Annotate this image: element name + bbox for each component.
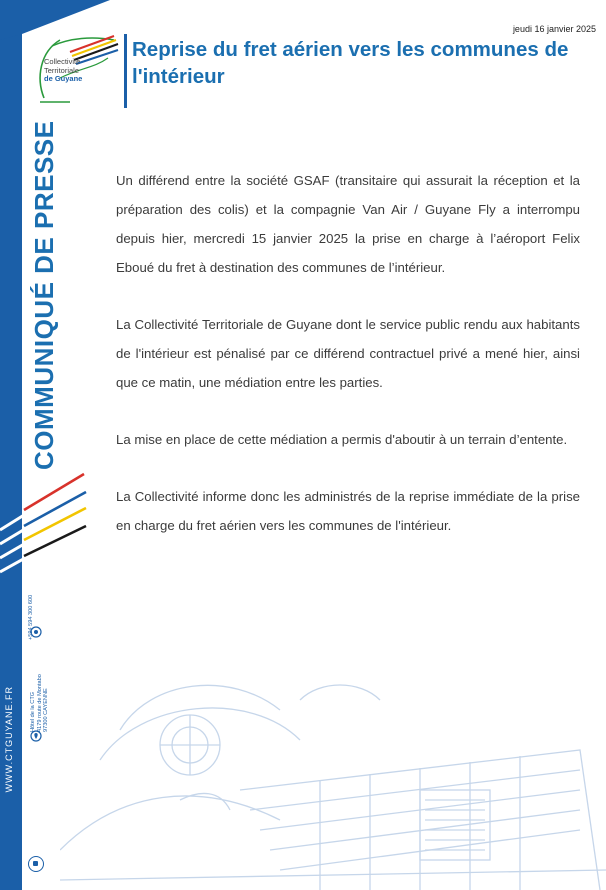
phone-number: +594 594 300 600 [28, 594, 34, 640]
press-release-label-text: COMMUNIQUÉ DE PRESSE [29, 120, 59, 470]
address-line-1: Hôtel de la CTG [30, 691, 36, 732]
press-body [116, 166, 580, 568]
title-accent-bar [124, 34, 127, 108]
building-sketch [60, 640, 606, 890]
color-stripes [0, 470, 90, 580]
website-text-wrapper [2, 686, 20, 806]
contact-info [26, 580, 60, 780]
paragraph-4: La Collectivité informe donc les administrés de la reprise immédiate de la prise en charge du fret aérien vers les communes de l'intérieur. [116, 489, 580, 533]
page-title: Reprise du fret aérien vers les communes de l'intérieur [132, 38, 569, 88]
press-date: jeudi 16 janvier 2025 [512, 24, 596, 34]
paragraph-3: La mise en place de cette médiation a permis d'aboutir à un terrain d’entente. [116, 432, 568, 447]
address-line-3: 97300 CAYENNE [43, 688, 49, 732]
paragraph-2: La Collectivité Territoriale de Guyane dont le service public rendu aux habitants de l'intérieur est pénalisé par ce différend contractuel privé a mené hier, ainsi que ce matin, une médiation entre les parties. [116, 317, 580, 390]
paragraph-1: Un différend entre la société GSAF (transitaire qui assurait la réception et la préparation des colis) et la compagnie Van Air / Guyane Fly a interrompu depuis hier, mercredi 15 janvier 2025 la prise en charge à l’aéroport Felix Eboué du fret à destination des communes de l’intérieur. [116, 173, 580, 275]
speaker-icon [28, 856, 44, 872]
phone-icon [30, 626, 42, 638]
address-line-2: 4179 route de Montabo [36, 674, 43, 732]
logo-text [44, 58, 82, 84]
postal-address [30, 674, 50, 732]
location-pin-icon [30, 730, 42, 742]
logo-line-2: Territoriale [44, 65, 80, 75]
logo-line-3: de Guyane [44, 74, 83, 83]
website-link[interactable]: WWW.CTGUYANE.FR [4, 686, 14, 793]
press-release-label [29, 120, 64, 470]
logo-line-1: Collectivité [44, 57, 81, 66]
